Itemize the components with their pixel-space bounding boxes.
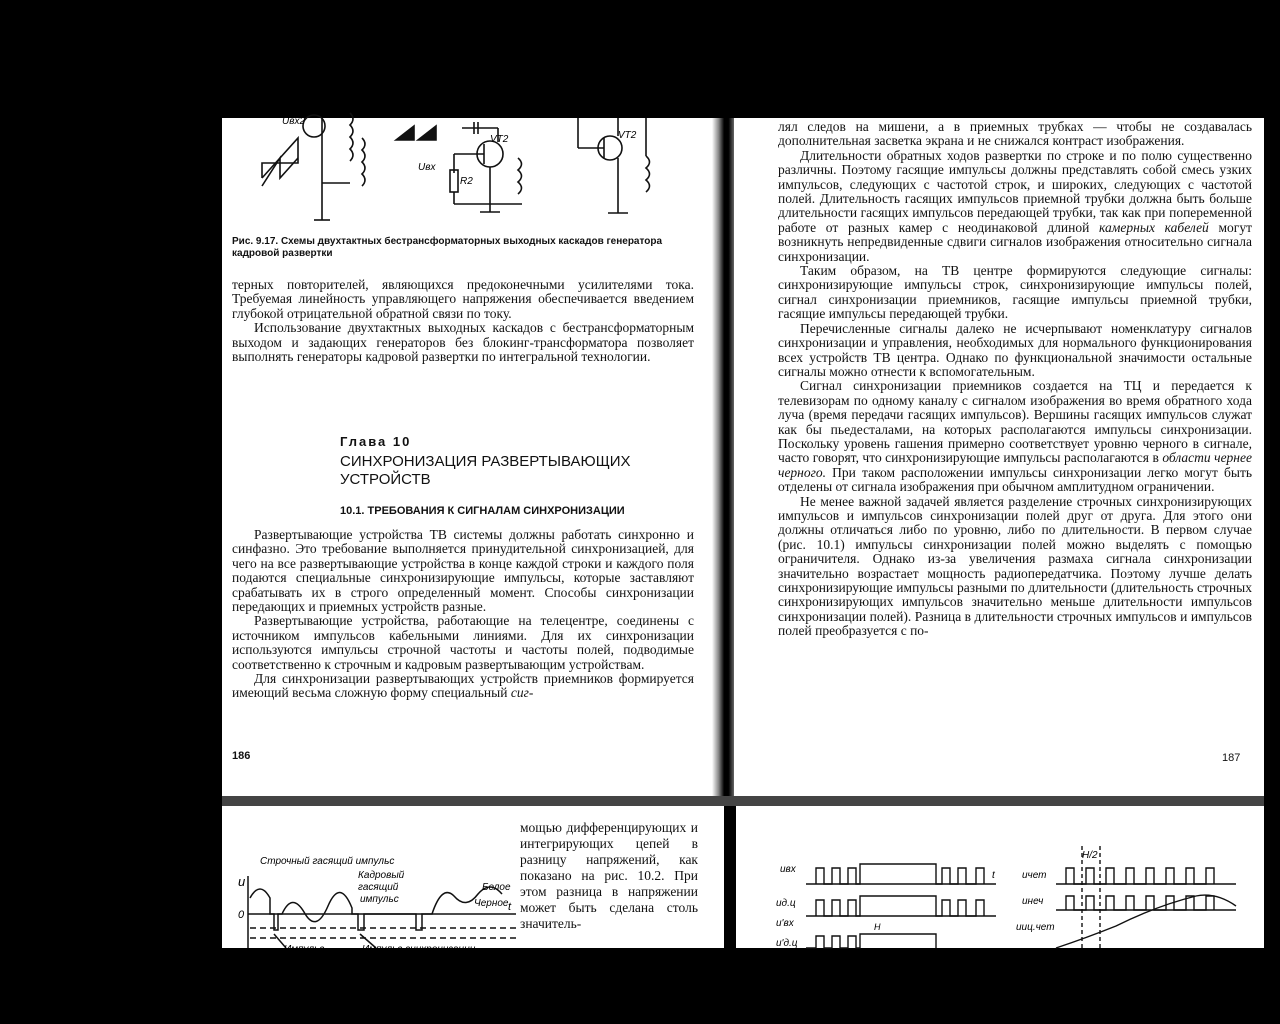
left-page [222,118,712,796]
paragraph [778,379,1252,494]
fig2-u-vx2: u'вх [776,918,794,929]
fig-line-blank: Строчный гасящий импульс [260,856,395,867]
fig2-u-vx: uвх [780,864,796,875]
circuit-label-r2: R2 [460,176,473,187]
paragraph: лял следов на мишени, а в приемных трубках — чтобы не создавалась дополнительная засветка экрана и не снижался контраст изображения. [778,119,1252,149]
right-page [734,118,1264,796]
figure-10-1 [226,806,516,955]
paragraph-text: Длительности обратных ходов развертки по строке и по полю существенно различны. Поэтому гасящие импульсы должны представлять собой смесь узких импульсов, следующих с частотой строк, и широких, следующих с частотой полей. Длительность гасящих импульсов приемной трубки должна быть больше длительности гасящих импульсов передающей трубки, так как при попеременной работе от разных камер с неодинаковой длиной [778,147,1252,235]
book-gutter [712,118,734,796]
section-title: 10.1. ТРЕБОВАНИЯ К СИГНАЛАМ СИНХРОНИЗАЦИИ [340,505,625,517]
paragraph-text: При таком расположении импульсы синхронизации легко могут быть отделены от сигнала изображения при обычном амплитудном ограничении. [778,464,1252,495]
paragraph-text: Сигнал синхронизации приемников создается на ТЦ и передается к телевизорам по одному каналу с сигналом изображения во время обратного хода луча (время передачи гасящих импульсов). Вершины гасящих импульсов служат как бы пьедесталами, на которых располагаются импульсы синхронизации. Поскольку уровень гашения примерно соответствует уровню черного в сигнале, часто говорят, что синхронизирующие импульсы располагаются в [778,378,1252,466]
paragraph: Таким образом, на ТВ центре формируются следующие сигналы: синхронизирующие импульсы строк, синхронизирующие импульсы полей, сигнал синхронизации приемников, гасящие импульсы приемной трубки, гасящие импульсы передающей трубки. [778,263,1252,322]
circuit-label-ubx2: Uвх2 [282,116,306,127]
paragraph: Развертывающие устройства ТВ системы должны работать синхронно и синфазно. Это требование выполняется принудительной синхронизацией, для чего на все развертывающие устройства в конце каждой строки и каждого поля подаются специальные синхронизирующие импульсы, которые заставляют срабатывать их в строго определенный момент. Способы синхронизации передающих и приемных устройств разные. [232,527,694,615]
lower-left-text [520,820,698,932]
figure-10-2 [736,806,1264,948]
circuit-label-vt2-b: VT2 [618,130,637,141]
right-page-body [778,120,1252,639]
fig2-u-dc2: u'д.ц [776,938,798,949]
circuit-figure-9-17 [222,118,712,233]
chapter-title-line-1: СИНХРОНИЗАЦИЯ РАЗВЕРТЫВАЮЩИХ [340,453,631,470]
fig2-u-dc: uд.ц [776,898,796,909]
fig2-t: t [992,870,995,881]
fig-axis-u: u [238,874,246,889]
paragraph-italic: сиг- [510,685,534,701]
document-viewer [222,116,1264,955]
paragraph: Развертывающие устройства, работающие на телецентре, соединены с источником импульсов кабельными линиями. Для их синхронизации используются импульсы строчной частоты и частоты полей, подводимые соответственно к строчным и кадровым развертывающим устройствам. [232,613,694,672]
lower-left-page [222,806,724,955]
fig-frame-2: гасящий [358,882,399,893]
paragraph-italic: области чернее черного. [778,450,1252,480]
paragraph: терных повторителей, являющихся предоконечными усилителями тока. Требуемая линейность управляющего напряжения обеспечивается введением глубокой отрицательной обратной связи по току. [232,277,694,321]
lower-right-page [736,806,1264,948]
paragraph: Не менее важной задачей является разделение строчных синхронизирующих импульсов и импульсов синхронизации полей друг от друга. Для этого они должны отличаться либо по уровню, либо по длительности. В первом случае (рис. 10.1) импульсы синхронизации полей можно выделять с помощью ограничителя. Однако из-за увеличения размаха сигнала синхронизации значительно возрастает мощность радиопередатчика. Поэтому лучше делать синхронизирующие импульсы разными по длительности (длительность строчных синхронизирующих импульсов значительно меньше длительности импульсов синхронизации полей). Разница в длительности строчных импульсов и импульсов полей преобразуется с по- [778,493,1252,639]
paragraph: Использование двухтактных выходных каскадов с бестрансформаторным выходом и задающих генераторов без блокинг-трансформатора позволяет выполнять генераторы кадровой развертки по интегральной технологии. [232,320,694,365]
left-page-body-2 [232,528,694,701]
circuit-label-ubx: Uвх [418,162,436,173]
fig-black: Черное [474,898,509,909]
paragraph [778,149,1252,264]
paragraph-text: Для синхронизации развертывающих устройств приемников формируется имеющий весьма сложную форму специальный [232,671,694,701]
fig-frame-3: импульс [360,894,399,905]
paragraph-italic: камерных кабелей [1099,219,1209,235]
fig2-h: H [874,922,881,932]
chapter-heading [340,434,680,517]
fig-zero: 0 [238,909,245,921]
page-number-left: 186 [232,750,251,762]
fig-bottom-1: Импульс [284,944,325,955]
fig-frame-1: Кадровый [358,870,405,881]
fig2-h2: H/2 [1082,850,1098,861]
paragraph: Перечисленные сигналы далеко не исчерпывают номенклатуру сигналов синхронизации и управления, необходимых для нормального функционирования всех устройств ТВ центра. Однако по функциональной значимости остальные сигналы можно отнести к вспомогательным. [778,320,1252,379]
paragraph [232,672,694,701]
fig2-u-nech: uнеч [1022,896,1044,907]
paragraph-text: могут возникнуть непредвиденные сдвиги сигналов изображения относительно сигнала синхронизации. [778,219,1252,264]
chapter-title-line-2: УСТРОЙСТВ [340,471,431,488]
left-page-body [232,278,694,364]
page-number-right: 187 [1222,752,1241,764]
fig2-u-ic: uиц.чет [1016,922,1055,933]
page-divider [222,796,1264,806]
chapter-number: Глава 10 [340,434,412,449]
fig-bottom-2: Импульс синхронизации [362,944,476,955]
book-gutter-lower [724,806,736,948]
figure-caption: Рис. 9.17. Схемы двухтактных бестрансформаторных выходных каскадов генератора кадровой развертки [232,236,663,259]
circuit-label-vt2-a: VT2 [490,134,509,145]
fig2-u-chet: uчет [1022,870,1047,881]
fig-t: t [508,901,512,913]
fig-white: Белое [482,882,511,893]
paragraph: мощью дифференцирующих и интегрирующих цепей в разницу напряжений, как показано на рис. 10.2. При этом разница в напряжении может быть сделана столь значитель- [520,820,698,931]
